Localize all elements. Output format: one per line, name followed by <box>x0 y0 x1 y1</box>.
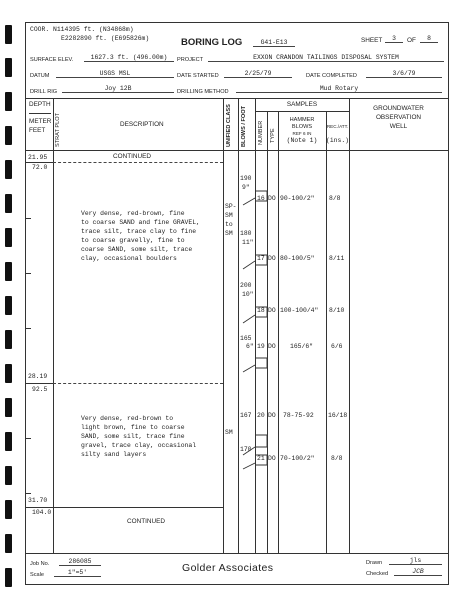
blow-count: 180 <box>240 230 252 237</box>
depth-tick <box>26 438 31 439</box>
form-title: BORING LOG <box>181 37 243 48</box>
sample-type: DO <box>268 195 276 202</box>
datum-label: DATUM <box>30 73 50 79</box>
bottom-boundary-line <box>53 507 223 508</box>
sample-number: 18 <box>257 307 265 314</box>
drawn-by: jls <box>389 557 442 565</box>
binder-hole <box>5 194 12 213</box>
sample-type: DO <box>268 307 276 314</box>
blow-penetration: 9" <box>242 184 250 191</box>
blow-penetration: 6" <box>246 343 254 350</box>
unified-class-code: SM <box>225 212 233 219</box>
date-completed-label: DATE COMPLETED <box>306 73 357 79</box>
groundwater-header-2: OBSERVATION <box>375 114 422 121</box>
description-line: silty sand layers <box>81 451 147 458</box>
scale-label: Scale <box>30 572 44 578</box>
unified-class-code: to <box>225 221 233 228</box>
hammer-blows: 78-75-92 <box>283 412 314 419</box>
binder-hole <box>5 25 12 44</box>
column-divider <box>278 111 279 553</box>
hammer-blows: 100-100/4" <box>280 307 319 314</box>
binder-hole <box>5 126 12 145</box>
surface-elev-label: SURFACE ELEV. <box>30 57 74 63</box>
boundary-depth-rule <box>26 383 53 384</box>
column-divider <box>349 98 350 553</box>
project-label: PROJECT <box>177 57 204 63</box>
sample-number: 20 <box>257 412 265 419</box>
meter-header: METER <box>29 118 52 125</box>
date-started-label: DATE STARTED <box>177 73 219 79</box>
description-line: clay, occasional boulders <box>81 255 177 262</box>
sample-marker <box>255 435 267 447</box>
blow-penetration: 11" <box>242 239 254 246</box>
layer-boundary-line <box>53 383 223 384</box>
groundwater-header-3: WELL <box>389 123 408 130</box>
depth-header-rule <box>29 113 51 114</box>
samples-header: SAMPLES <box>286 101 318 108</box>
strat-plot-header: STRAT PLOT <box>55 113 61 147</box>
hammer-header-1: HAMMER <box>289 117 315 123</box>
depth-tick <box>26 273 31 274</box>
description-line: coarse SAND, some silt, trace <box>81 246 193 253</box>
binder-hole <box>5 262 12 281</box>
description-line: trace silt, trace clay to fine <box>81 228 197 235</box>
blow-count: 200 <box>240 282 252 289</box>
unified-class-code: SM <box>225 429 233 436</box>
hammer-header-3: REF 6 IN <box>292 131 312 136</box>
sheet-label: SHEET <box>361 37 383 44</box>
type-header: TYPE <box>270 128 276 143</box>
sample-marker <box>255 358 267 368</box>
top-depth-meters: 21.95 <box>28 154 48 161</box>
bottom-depth-feet: 104.0 <box>32 509 52 516</box>
sample-number: 16 <box>257 195 265 202</box>
blow-count: 190 <box>240 175 252 182</box>
unified-class-code: SP- <box>225 203 237 210</box>
coordinate-north: COOR. N114395 ft. (N34868m) <box>30 26 134 33</box>
job-number-label: Job No. <box>30 561 50 567</box>
drill-rig-label: DRILL RIG <box>30 89 58 95</box>
hammer-blows: 70-100/2" <box>280 455 315 462</box>
drawn-label: Drawn <box>366 560 383 566</box>
hammer-blows: 165/6" <box>290 343 314 350</box>
binder-hole <box>5 500 12 519</box>
recovery: 6/6 <box>331 343 343 350</box>
feet-header: FEET <box>29 127 46 134</box>
datum-value: USGS MSL <box>56 70 174 78</box>
checked-label: Checked <box>366 571 389 577</box>
company-name: Golder Associates <box>182 562 274 574</box>
surface-elevation: 1627.3 ft. (496.00m) <box>84 54 174 62</box>
sheet-number: 3 <box>385 35 403 43</box>
number-header: NUMBER <box>258 120 264 145</box>
rec-att-header: REC./ATT. <box>326 124 349 129</box>
table-bottom-border <box>26 553 448 554</box>
sample-type: DO <box>268 455 276 462</box>
sample-marker <box>243 365 255 372</box>
sample-number: 21 <box>257 455 265 462</box>
depth-header: DEPTH <box>29 101 51 108</box>
binder-hole <box>5 364 12 383</box>
description-line: Very dense, red-brown to <box>81 415 174 422</box>
top-depth-feet: 72.0 <box>32 164 48 171</box>
binder-hole <box>5 58 12 77</box>
hammer-blows: 80-100/5" <box>280 255 315 262</box>
description-line: to coarse gravelly, fine to <box>81 237 185 244</box>
hammer-header-2: BLOWS <box>291 124 313 130</box>
sample-marker <box>243 198 255 205</box>
coordinate-east: E2282890 ft. (E695826m) <box>61 35 150 42</box>
sample-number: 17 <box>257 255 265 262</box>
binder-hole <box>5 398 12 417</box>
blows-foot-header: BLOWS / FOOT <box>241 105 247 147</box>
column-divider <box>326 111 327 553</box>
binder-hole <box>5 228 12 247</box>
drilling-method: Mud Rotary <box>236 85 442 93</box>
recovery: 8/8 <box>331 455 343 462</box>
recovery: 16/18 <box>328 412 348 419</box>
date-completed: 3/6/79 <box>366 70 442 78</box>
binder-hole <box>5 534 12 553</box>
checked-by: JCB <box>394 568 442 576</box>
continued-top: CONTINUED <box>113 153 151 160</box>
groundwater-header-1: GROUNDWATER <box>373 105 424 112</box>
description-line: SAND, some silt, trace fine <box>81 433 185 440</box>
binder-hole <box>5 466 12 485</box>
recovery: 8/10 <box>329 307 345 314</box>
sample-marker <box>243 315 255 323</box>
unified-class-code: SM <box>225 230 233 237</box>
date-started: 2/25/79 <box>224 70 292 78</box>
description-line: Very dense, red-brown, fine <box>81 210 185 217</box>
top-depth-rule <box>26 162 53 163</box>
blow-penetration: 10" <box>242 291 254 298</box>
description-line: light brown, fine to coarse <box>81 424 185 431</box>
drill-rig: Joy 12B <box>62 85 174 93</box>
binder-hole <box>5 296 12 315</box>
boring-number: G41-E13 <box>253 39 295 47</box>
description-header: DESCRIPTION <box>120 121 164 128</box>
top-boundary-line <box>53 162 223 163</box>
blow-count: 165 <box>240 335 252 342</box>
bottom-depth-rule <box>26 507 53 508</box>
sheet-total: 8 <box>420 35 438 43</box>
unified-class-header: UNIFIED CLASS <box>226 104 232 147</box>
binder-hole <box>5 330 12 349</box>
blow-count: 167 <box>240 412 252 419</box>
sample-marker <box>243 261 255 269</box>
bottom-depth-meters: 31.70 <box>28 497 48 504</box>
description-line: to coarse SAND and fine GRAVEL, <box>81 219 200 226</box>
depth-tick <box>26 218 31 219</box>
boring-log-sheet <box>25 22 449 585</box>
depth-tick <box>26 493 31 494</box>
sample-marker <box>243 463 255 469</box>
column-divider <box>223 98 224 553</box>
sample-type: DO <box>268 343 276 350</box>
rec-units: (ins.) <box>326 137 350 144</box>
sample-number: 19 <box>257 343 265 350</box>
hammer-note: (Note 1) <box>286 137 318 144</box>
binder-hole <box>5 160 12 179</box>
blow-count: 170 <box>240 446 252 453</box>
boundary-depth-feet: 92.5 <box>32 386 48 393</box>
recovery: 8/8 <box>329 195 341 202</box>
hammer-blows: 90-100/2" <box>280 195 315 202</box>
of-label: OF <box>407 37 416 44</box>
description-line: gravel, trace clay, occasional <box>81 442 197 449</box>
sample-type: DO <box>268 255 276 262</box>
table-header-bottom-border <box>26 150 448 151</box>
job-number: 286085 <box>59 558 101 566</box>
binder-hole <box>5 568 12 587</box>
binder-hole <box>5 92 12 111</box>
boundary-depth-meters: 28.19 <box>28 373 48 380</box>
continued-bottom: CONTINUED <box>127 518 165 525</box>
project-name: EXXON CRANDON TAILINGS DISPOSAL SYSTEM <box>208 54 444 62</box>
drilling-method-label: DRILLING METHOD <box>177 89 229 95</box>
binder-hole <box>5 432 12 451</box>
sample-type: DO <box>268 412 276 419</box>
table-top-border <box>26 98 448 99</box>
depth-tick <box>26 328 31 329</box>
recovery: 8/11 <box>329 255 345 262</box>
scale-value: 1"=5' <box>54 569 101 577</box>
column-divider <box>53 98 54 553</box>
